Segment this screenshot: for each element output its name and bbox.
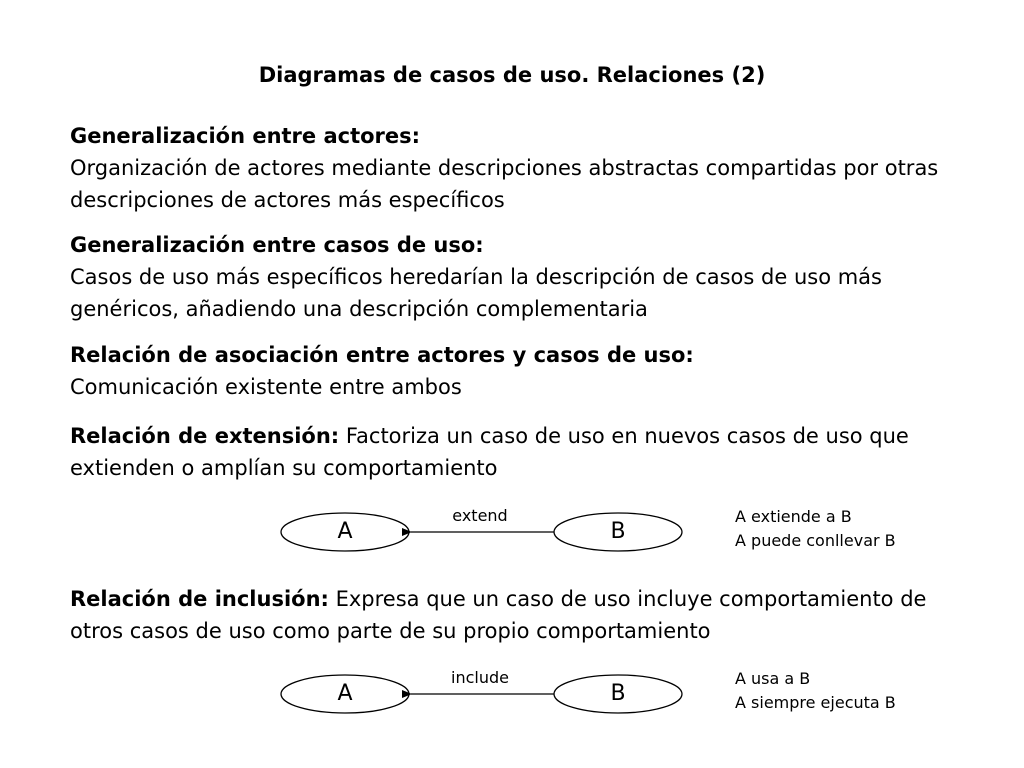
diagram-notes	[735, 505, 896, 553]
note-line: A extiende a B	[735, 507, 852, 526]
section-heading: Generalización entre casos de uso:	[70, 233, 484, 257]
section-body: Expresa que un caso de uso incluye comportamiento de otros casos de uso como parte de su propio comportamiento	[70, 587, 927, 643]
use-case-a-label: A	[337, 519, 353, 544]
section-actor-generalization	[70, 120, 970, 216]
include-diagram	[270, 664, 970, 734]
use-case-a-label: A	[337, 681, 353, 706]
section-heading: Relación de extensión:	[70, 424, 340, 448]
note-line: A siempre ejecuta B	[735, 693, 896, 712]
section-association	[70, 339, 970, 403]
section-heading: Generalización entre actores:	[70, 124, 421, 148]
section-inclusion	[70, 583, 970, 647]
section-extension	[70, 420, 970, 484]
use-case-b-label: B	[610, 519, 626, 544]
use-case-b-label: B	[610, 681, 626, 706]
stereotype-label: extend	[452, 506, 508, 525]
section-body: Factoriza un caso de uso en nuevos casos de uso que extienden o amplían su comportamiento	[70, 424, 909, 480]
note-line: A puede conllevar B	[735, 531, 896, 550]
diagram-notes	[735, 667, 896, 715]
section-body: Comunicación existente entre ambos	[70, 375, 462, 399]
section-heading: Relación de inclusión:	[70, 587, 329, 611]
section-usecase-generalization	[70, 229, 970, 325]
page-title: Diagramas de casos de uso. Relaciones (2)	[258, 63, 766, 87]
note-line: A usa a B	[735, 669, 811, 688]
stereotype-label: include	[451, 668, 509, 687]
section-body: Casos de uso más específicos heredarían la descripción de casos de uso más genéricos, añadiendo una descripción complementaria	[70, 265, 882, 321]
section-heading: Relación de asociación entre actores y casos de uso:	[70, 343, 694, 367]
extend-diagram	[270, 502, 970, 572]
section-body: Organización de actores mediante descripciones abstractas compartidas por otras descripciones de actores más específicos	[70, 156, 939, 212]
